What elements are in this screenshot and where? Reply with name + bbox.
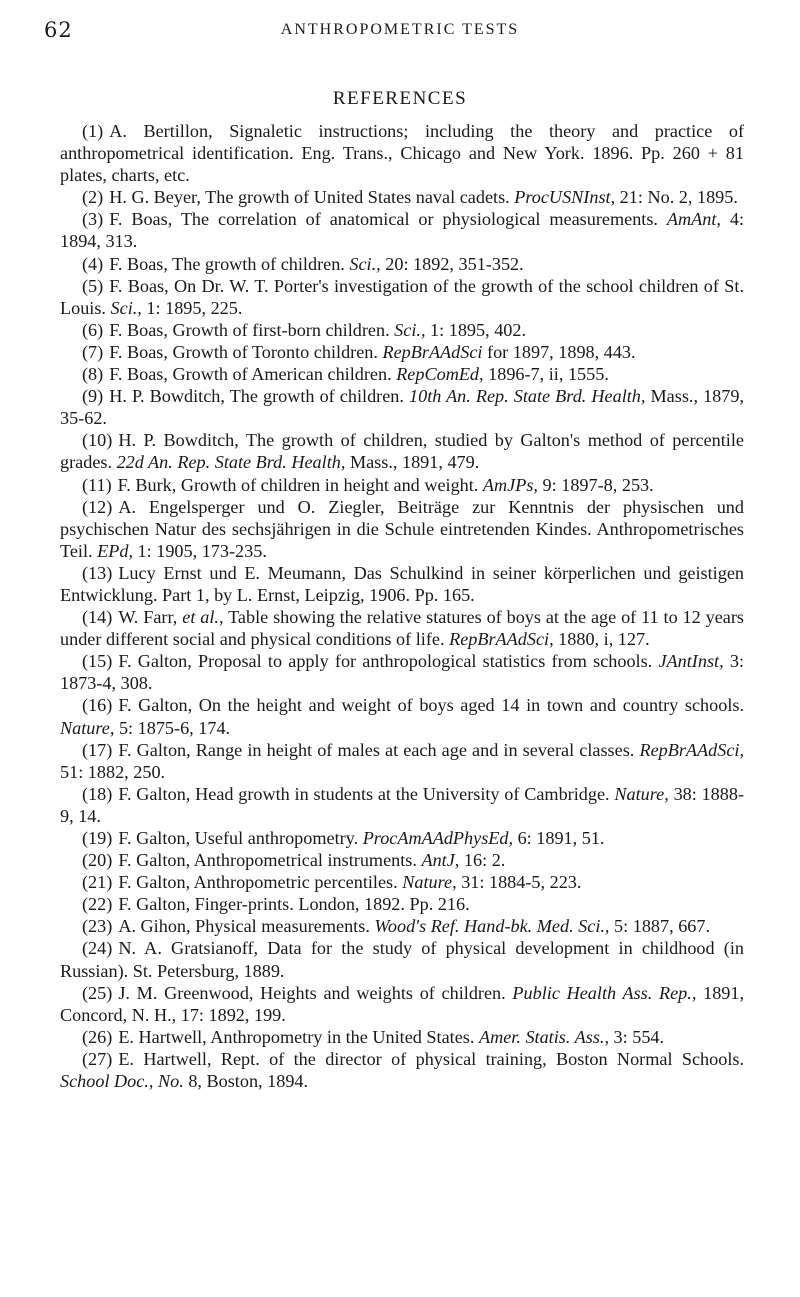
reference-source: RepBrAAdSci, <box>449 629 554 650</box>
reference-source: EPd, <box>97 540 133 561</box>
reference-entry <box>60 1048 744 1092</box>
reference-number: (1) <box>82 121 104 141</box>
reference-entry <box>60 208 744 252</box>
reference-entry <box>60 1026 744 1048</box>
reference-text: F. Boas, On Dr. W. T. Porter's investigation of the growth of the school children of St. Louis. <box>60 275 744 318</box>
reference-source: et al., <box>182 607 224 628</box>
reference-text: A. Engelsperger und O. Ziegler, Beiträge zur Kenntnis der physischen und psychischen Natur des sechsjährigen in die Schule eintretenden Kindes. Anthropometrisches Teil. <box>60 496 744 561</box>
reference-text: F. Boas, Growth of Toronto children. <box>109 341 378 362</box>
reference-details: 8, Boston, 1894. <box>188 1071 309 1092</box>
reference-number: (21) <box>82 872 113 893</box>
reference-details: 5: 1887, 667. <box>614 916 711 937</box>
reference-details: 51: 1882, 250. <box>60 761 166 782</box>
reference-number: (7) <box>82 341 104 362</box>
reference-source: School Doc., No. <box>60 1071 184 1092</box>
reference-number: (17) <box>82 739 113 760</box>
reference-number: (20) <box>82 850 113 871</box>
reference-source: Nature, <box>614 783 669 804</box>
reference-source: AmAnt, <box>666 209 721 230</box>
reference-text: N. A. Gratsianoff, Data for the study of physical development in childhood (in Russian). St. Petersburg, 1889. <box>60 938 744 981</box>
reference-entry <box>60 650 744 694</box>
reference-source: AntJ, <box>421 850 460 871</box>
reference-text: F. Boas, The growth of children. <box>109 253 345 274</box>
reference-text: E. Hartwell, Rept. of the director of physical training, Boston Normal Schools. <box>118 1048 744 1069</box>
reference-entry <box>60 496 744 562</box>
reference-number: (8) <box>82 364 104 385</box>
reference-number: (16) <box>82 695 113 716</box>
reference-entry <box>60 562 744 606</box>
reference-source: Nature, <box>60 717 115 738</box>
reference-number: (11) <box>82 474 112 495</box>
reference-number: (2) <box>82 187 104 208</box>
reference-text: H. P. Bowditch, The growth of children, studied by Galton's method of percentile grades. <box>60 430 744 473</box>
reference-entry <box>60 341 744 363</box>
reference-number: (4) <box>82 253 104 274</box>
reference-number: (6) <box>82 319 104 340</box>
reference-text: F. Galton, Useful anthropometry. <box>118 828 359 848</box>
reference-source: AmJPs, <box>482 474 538 495</box>
reference-number: (9) <box>82 386 104 407</box>
reference-number: (26) <box>82 1026 113 1047</box>
reference-number: (22) <box>82 894 113 915</box>
reference-entry <box>60 363 744 385</box>
reference-source: JAntInst, <box>658 651 724 672</box>
reference-number: (3) <box>82 209 104 230</box>
reference-number: (10) <box>82 430 113 451</box>
reference-entry <box>60 186 744 208</box>
reference-number: (13) <box>82 562 113 583</box>
reference-details: 38: 1888-9, 14. <box>60 783 745 826</box>
reference-entry <box>60 849 744 871</box>
reference-details: 4: 1894, 313. <box>60 209 744 252</box>
reference-text: F. Galton, Anthropometric percentiles. <box>118 872 398 893</box>
reference-details: 3: 1873-4, 308. <box>60 651 745 694</box>
reference-source: RepComEd, <box>396 364 484 385</box>
reference-details: 1891, Concord, N. H., 17: 1892, 199. <box>60 982 745 1025</box>
reference-details: Mass., 1891, 479. <box>349 452 480 473</box>
reference-entry <box>60 827 744 849</box>
reference-text: F. Galton, Range in height of males at each age and in several classes. <box>118 739 635 760</box>
reference-details: 31: 1884-5, 223. <box>461 872 582 893</box>
reference-text: F. Galton, Proposal to apply for anthropological statistics from schools. <box>118 651 653 672</box>
reference-text: H. P. Bowditch, The growth of children. <box>109 386 404 407</box>
reference-entry <box>60 429 744 473</box>
reference-number: (23) <box>82 916 113 937</box>
page-number: 62 <box>44 18 73 42</box>
reference-details: 1: 1895, 225. <box>146 297 243 318</box>
reference-text: F. Boas, Growth of American children. <box>109 364 392 385</box>
reference-entry <box>60 937 744 981</box>
reference-details: 6: 1891, 51. <box>517 828 605 848</box>
reference-entry <box>60 385 744 429</box>
reference-text: J. M. Greenwood, Heights and weights of children. <box>118 982 506 1003</box>
reference-details: for 1897, 1898, 443. <box>487 341 636 362</box>
reference-details: 1896-7, ii, 1555. <box>488 364 609 385</box>
reference-entry <box>60 783 744 827</box>
reference-source: Nature, <box>402 872 457 893</box>
reference-text: F. Galton, Finger-prints. London, 1892. Pp. 216. <box>118 894 470 915</box>
reference-details: 20: 1892, 351-352. <box>385 253 524 274</box>
reference-entry <box>60 982 744 1026</box>
reference-details: 3: 554. <box>613 1026 665 1047</box>
reference-text: F. Galton, On the height and weight of boys aged 14 in town and country schools. <box>118 695 744 716</box>
running-title: ANTHROPOMETRIC TESTS <box>280 21 520 38</box>
reference-entry <box>60 739 744 783</box>
reference-source: 10th An. Rep. State Brd. Health, <box>409 386 646 407</box>
section-heading: REFERENCES <box>332 88 468 109</box>
reference-number: (25) <box>82 982 113 1003</box>
reference-text: H. G. Beyer, The growth of United States naval cadets. <box>109 187 510 208</box>
reference-entry <box>60 606 744 650</box>
reference-entry <box>60 275 744 319</box>
reference-source: RepBrAAdSci, <box>639 739 745 760</box>
reference-text: F. Boas, The correlation of anatomical or physiological measurements. <box>109 209 658 230</box>
reference-details: 5: 1875-6, 174. <box>118 717 231 738</box>
reference-text: F. Galton, Head growth in students at the University of Cambridge. <box>118 783 610 804</box>
reference-source: RepBrAAdSci <box>382 341 483 362</box>
reference-number: (18) <box>82 783 113 804</box>
reference-source: Sci., <box>110 297 142 318</box>
reference-details: 16: 2. <box>463 850 506 871</box>
reference-details: 21: No. 2, 1895. <box>619 187 738 208</box>
reference-number: (12) <box>82 496 113 517</box>
reference-text: Lucy Ernst und E. Meumann, Das Schulkind in seiner körperlichen und geistigen Entwicklung. Part 1, by L. Ernst, Leipzig, 1906. Pp. 165. <box>60 562 744 605</box>
reference-text: A. Bertillon, Signaletic instructions; including the theory and practice of anthropometrical identification. Eng. Trans., Chicago and New York. 1896. Pp. 260 + 81 plates, charts, etc. <box>60 121 744 186</box>
reference-source: Wood's Ref. Hand-bk. Med. Sci., <box>374 916 610 937</box>
reference-number: (27) <box>82 1048 113 1069</box>
reference-text: W. Farr, <box>118 607 178 628</box>
reference-source: Sci., <box>349 253 381 274</box>
reference-number: (24) <box>82 938 113 959</box>
reference-details: Mass., 1879, 35-62. <box>60 386 744 429</box>
reference-text: F. Boas, Growth of first-born children. <box>109 319 390 340</box>
reference-number: (15) <box>82 651 113 672</box>
reference-text: A. Gihon, Physical measurements. <box>118 916 370 937</box>
reference-number: (5) <box>82 275 104 296</box>
reference-number: (14) <box>82 607 113 628</box>
reference-source: Public Health Ass. Rep., <box>512 982 697 1003</box>
reference-details: 9: 1897-8, 253. <box>542 474 654 495</box>
reference-entry <box>60 694 744 738</box>
reference-entry <box>60 319 744 341</box>
reference-text: F. Burk, Growth of children in height and weight. <box>117 474 479 495</box>
reference-text: F. Galton, Anthropometrical instruments. <box>118 850 417 871</box>
reference-entry <box>60 474 744 496</box>
reference-entry <box>60 120 744 186</box>
reference-source: ProcUSNInst, <box>514 187 616 208</box>
reference-list <box>60 120 744 1092</box>
reference-details: 1: 1895, 402. <box>430 319 527 340</box>
running-head <box>0 18 800 48</box>
reference-source: Amer. Statis. Ass., <box>478 1026 609 1047</box>
reference-number: (19) <box>82 828 113 848</box>
reference-details: 1: 1905, 173-235. <box>137 540 267 561</box>
reference-entry <box>60 915 744 937</box>
reference-source: Sci., <box>394 319 426 340</box>
reference-details: 1880, i, 127. <box>558 629 650 650</box>
reference-entry <box>60 871 744 893</box>
reference-source: 22d An. Rep. State Brd. Health, <box>116 452 346 473</box>
reference-details: Table showing the relative statures of boys at the age of 11 to 12 years under different social and physical conditions of life. <box>60 607 744 650</box>
reference-text: E. Hartwell, Anthropometry in the United States. <box>118 1026 475 1047</box>
reference-entry <box>60 253 744 275</box>
reference-entry <box>60 893 744 915</box>
reference-source: ProcAmAAdPhysEd, <box>362 828 514 848</box>
